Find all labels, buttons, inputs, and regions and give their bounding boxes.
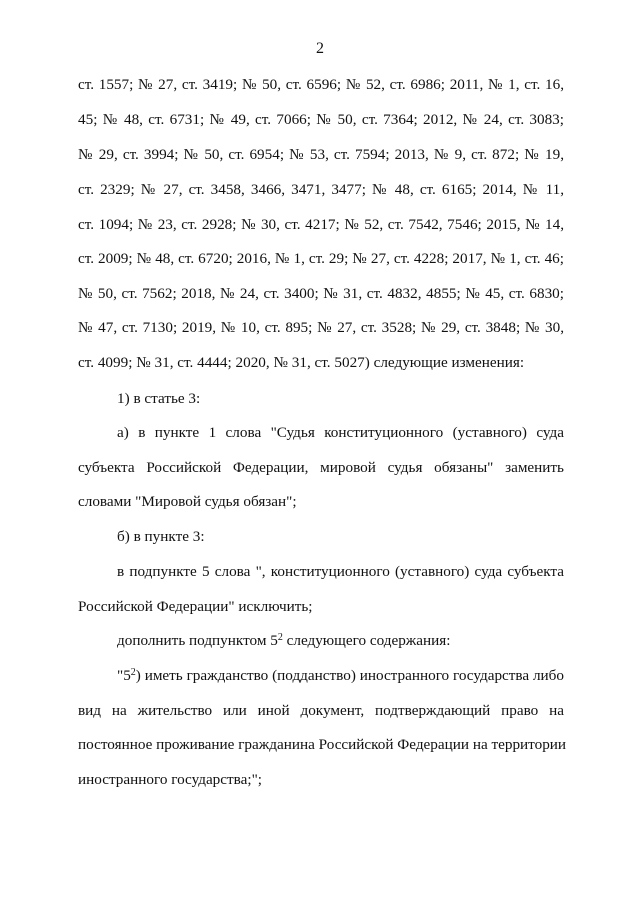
citation-line: ст. 2009; № 48, ст. 6720; 2016, № 1, ст. 29; № 27, ст. 4228; 2017, № 1, ст. 46; [78, 250, 564, 267]
citation-line: № 29, ст. 3994; № 50, ст. 6954; № 53, ст. 7594; 2013, № 9, ст. 872; № 19, [78, 146, 564, 163]
subpoint-5-line: в подпункте 5 слова ", конституционного (уставного) суда субъекта [117, 563, 564, 580]
citation-line: № 50, ст. 7562; 2018, № 24, ст. 3400; № 31, ст. 4832, 4855; № 45, ст. 6830; [78, 285, 564, 302]
subpoint-5-line: Российской Федерации" исключить; [78, 598, 313, 615]
quote-open: "5 [117, 667, 131, 684]
citation-line: 45; № 48, ст. 6731; № 49, ст. 7066; № 50, ст. 7364; 2012, № 24, ст. 3083; [78, 111, 564, 128]
item-a-line: словами "Мировой судья обязан"; [78, 493, 297, 510]
add-subpoint-text: следующего содержания: [282, 632, 451, 649]
item-a-line: а) в пункте 1 слова "Судья конституционного (уставного) суда [117, 424, 564, 441]
item-b-heading: б) в пункте 3: [117, 528, 205, 545]
new-subpoint-line: постоянное проживание гражданина Российской Федерации на территории [78, 736, 567, 753]
item-1-heading: 1) в статье 3: [117, 390, 201, 407]
citation-line-last: ст. 4099; № 31, ст. 4444; 2020, № 31, ст. 5027) следующие изменения: [78, 354, 525, 371]
new-subpoint-text: ) иметь гражданство (подданство) иностранного государства либо [135, 667, 564, 684]
citation-line: № 47, ст. 7130; 2019, № 10, ст. 895; № 27, ст. 3528; № 29, ст. 3848; № 30, [78, 319, 564, 336]
superscript: 2 [130, 667, 136, 678]
citation-line: ст. 1557; № 27, ст. 3419; № 50, ст. 6596; № 52, ст. 6986; 2011, № 1, ст. 16, [78, 76, 564, 93]
citation-line: ст. 2329; № 27, ст. 3458, 3466, 3471, 3477; № 48, ст. 6165; 2014, № 11, [78, 181, 564, 198]
superscript: 2 [277, 632, 283, 643]
add-subpoint-text: дополнить подпунктом 5 [117, 632, 278, 649]
add-subpoint-line [117, 631, 564, 651]
new-subpoint-line [117, 666, 564, 686]
new-subpoint-line: иностранного государства;"; [78, 771, 263, 788]
item-a-line: субъекта Российской Федерации, мировой судья обязаны" заменить [78, 459, 564, 476]
new-subpoint-line: вид на жительство или иной документ, подтверждающий право на [78, 702, 564, 719]
page-number: 2 [316, 40, 324, 57]
citation-line: ст. 1094; № 23, ст. 2928; № 30, ст. 4217; № 52, ст. 7542, 7546; 2015, № 14, [78, 216, 564, 233]
